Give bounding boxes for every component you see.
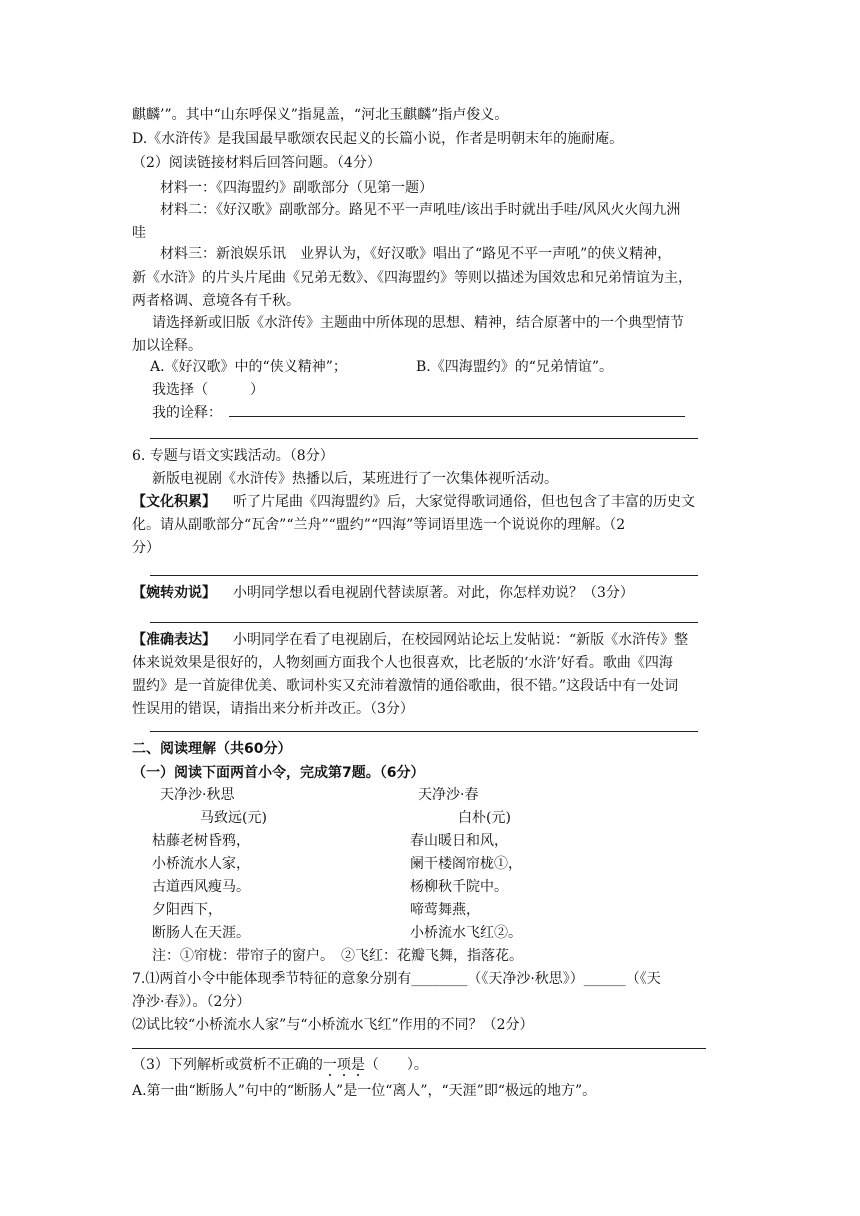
option-b: B.《四海盟约》的“兄弟情谊”。: [416, 359, 614, 375]
text-line: 两者格调、意境各有千秋。: [132, 293, 300, 309]
text-line: 小明同学想以看电视剧代替读原著。对此，你怎样劝说？（3分）: [233, 585, 634, 601]
section-label: 【准确表达】: [132, 632, 216, 648]
text-line: 哇: [132, 225, 146, 241]
emphasis-dot: [357, 1074, 359, 1076]
text-line: 分）: [132, 540, 160, 556]
text-line: 性误用的错误，请指出来分析并改正。（3分）: [132, 701, 414, 717]
poem-line: 夕阳西下，: [152, 902, 222, 918]
poem-line: 春山暖日和风，: [410, 833, 508, 849]
text-line: 听了片尾曲《四海盟约》后，大家觉得歌词通俗，但也包含了丰富的历史文: [233, 494, 695, 510]
answer-line: [150, 731, 698, 732]
emphasis-dot: [329, 1074, 331, 1076]
material-two: 材料二：《好汉歌》副歌部分。路见不平一声吼哇/该出手时就出手哇/风风火火闯九洲: [160, 202, 681, 218]
answer-line: [132, 1048, 706, 1049]
text-line: 小明同学在看了电视剧后，在校园网站论坛上发帖说：“新版《水浒传》整: [233, 632, 689, 648]
poem-line: 小桥流水飞红②。: [410, 925, 522, 941]
poem-line: 枯藤老树昏鸦，: [152, 833, 250, 849]
text-line: 新版电视剧《水浒传》热播以后，某班进行了一次集体视听活动。: [152, 471, 558, 487]
poem-author: 白朴(元): [458, 810, 511, 826]
interpretation-label: 我的诠释：: [152, 405, 222, 421]
material-three: 材料三：新浪娱乐讯 业界认为，《好汉歌》唱出了“路见不平一声吼”的侠义精神，: [160, 246, 672, 262]
option-a: A.《好汉歌》中的“侠义精神”；: [150, 359, 347, 375]
section-heading: 二、阅读理解（共60分）: [132, 741, 292, 757]
text-line: （3）下列解析或赏析不正确的一项是（ ）。: [132, 1057, 428, 1073]
answer-line: [150, 575, 698, 576]
poem-line: 断肠人在天涯。: [152, 925, 250, 941]
text-line: 新《水浒》的片头片尾曲《兄弟无数》、《四海盟约》等则以描述为国效忠和兄弟情谊为主，: [132, 270, 692, 286]
question-heading: （2）阅读链接材料后回答问题。（4分）: [132, 155, 381, 171]
material-one: 材料一：《四海盟约》副歌部分（见第一题）: [160, 180, 433, 196]
poem-author: 马致远(元): [200, 810, 267, 826]
section-label: 【文化积累】: [132, 494, 216, 510]
answer-line: [229, 416, 685, 417]
question-6: 6. 专题与语文实践活动。（8分）: [132, 448, 334, 464]
annotation-note: 注：①帘栊：带帘子的窗户。 ②飞红：花瓣飞舞，指落花。: [152, 948, 523, 964]
poem-title: 天净沙·秋思: [160, 787, 235, 803]
poem-line: 阑干楼阁帘栊①，: [410, 856, 522, 872]
subsection-heading: （一）阅读下面两首小令，完成第7题。（6分）: [132, 765, 425, 781]
poem-title: 天净沙·春: [418, 787, 479, 803]
answer-line: [150, 438, 698, 439]
instruction-text: 请选择新或旧版《水浒传》主题曲中所体现的思想、精神，结合原著中的一个典型情节: [152, 315, 684, 331]
text-line: 净沙·春》）。（2分）: [132, 994, 251, 1010]
section-label: 【婉转劝说】: [132, 585, 216, 601]
answer-line: [150, 622, 698, 623]
text-line: 加以诠释。: [132, 338, 202, 354]
question-7: 7.⑴两首小令中能体现季节特征的意象分别有________（《天净沙·秋思》）______（《天: [132, 971, 661, 987]
text-line: ⑵试比较“小桥流水人家”与“小桥流水飞红”作用的不同？（2分）: [132, 1017, 534, 1033]
poem-line: 古道西风瘦马。: [152, 879, 250, 895]
emphasis-dot: [343, 1074, 345, 1076]
text-line: 盟约》是一首旋律优美、歌词朴实又充沛着激情的通俗歌曲，很不错。”这段话中有一处词: [132, 678, 679, 694]
poem-line: 杨柳秋千院中。: [410, 879, 508, 895]
choice-blank: 我选择（ ）: [152, 382, 264, 398]
poem-line: 啼莺舞燕，: [410, 902, 480, 918]
text-line: 体来说效果是很好的，人物刻画方面我个人也很喜欢，比老版的‘水浒’好看。歌曲《四海: [132, 655, 673, 671]
text-line: 化。请从副歌部分“瓦舍”“兰舟”“盟约”“四海”等词语里选一个说说你的理解。（2: [132, 517, 626, 533]
text-line: 麒麟’”。其中“山东呼保义”指晁盖，“河北玉麒麟”指卢俊义。: [132, 107, 509, 123]
option-a: A.第一曲“断肠人”句中的“断肠人”是一位“离人”，“天涯”即“极远的地方”。: [132, 1083, 597, 1099]
poem-line: 小桥流水人家，: [152, 856, 250, 872]
text-line: D.《水浒传》是我国最早歌颂农民起义的长篇小说，作者是明朝末年的施耐庵。: [132, 131, 624, 147]
